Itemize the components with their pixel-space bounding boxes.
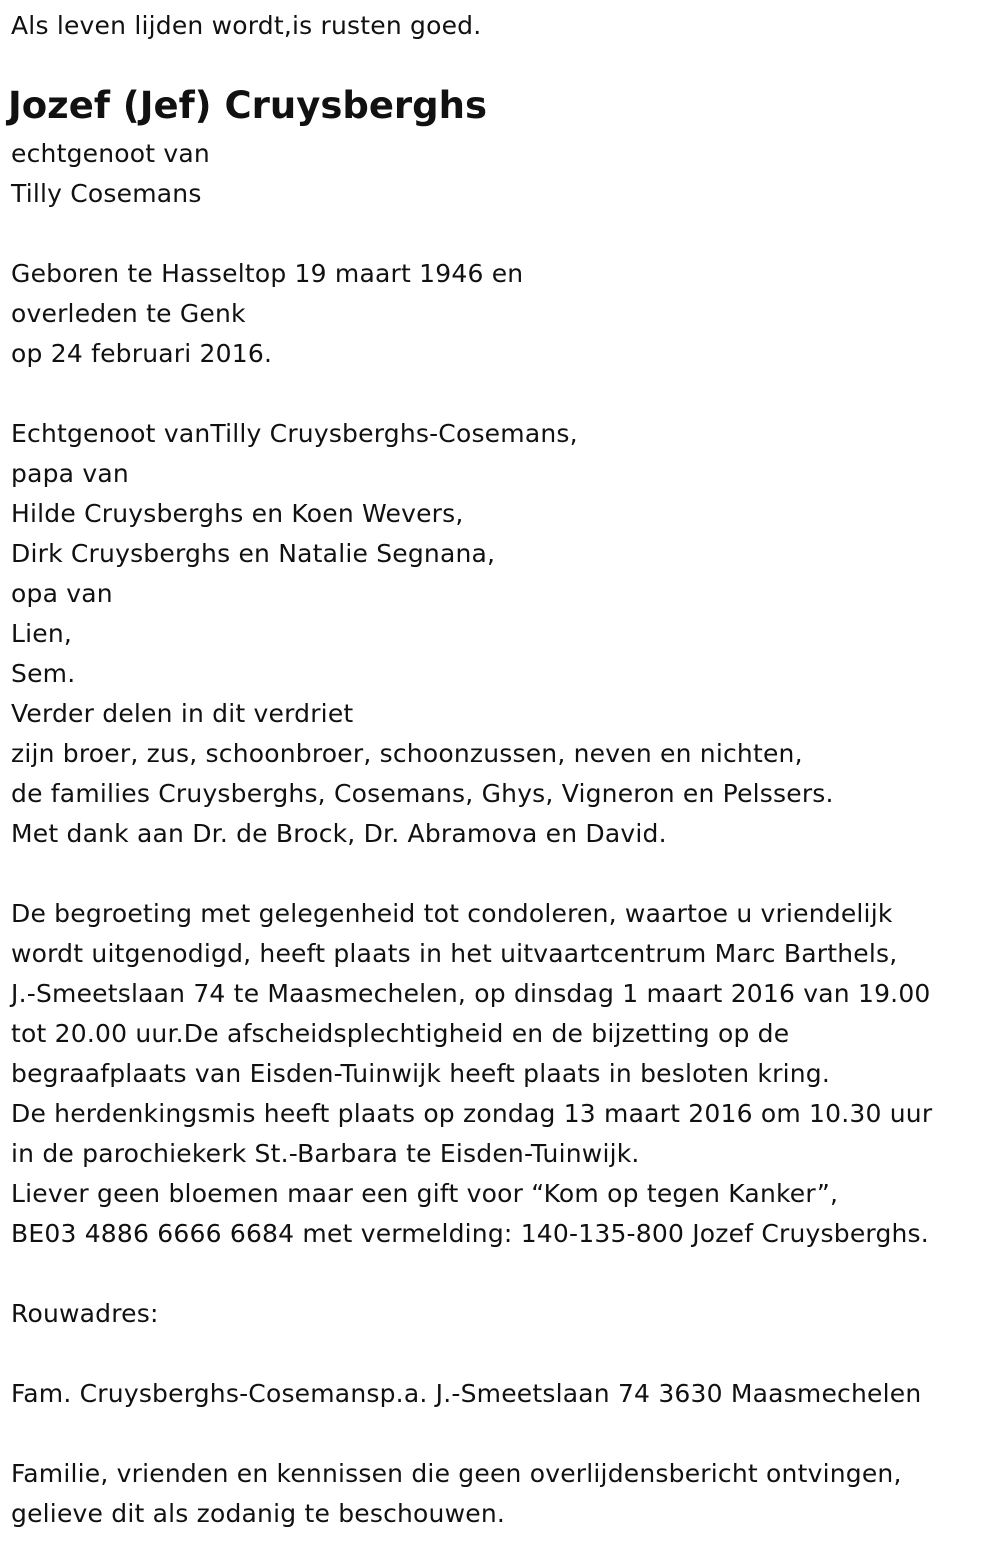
spacer <box>11 1334 991 1374</box>
family-line: Hilde Cruysberghs en Koen Wevers, <box>11 499 464 528</box>
spacer <box>11 214 991 254</box>
family-line: de families Cruysberghs, Cosemans, Ghys, Vigneron en Pelssers. <box>11 779 834 808</box>
motto: Als leven lijden wordt,is rusten goed. <box>11 11 482 40</box>
family-line: zijn broer, zus, schoonbroer, schoonzussen, neven en nichten, <box>11 739 803 768</box>
ceremony-line: begraafplaats van Eisden-Tuinwijk heeft plaats in besloten kring. <box>11 1059 830 1088</box>
spacer <box>11 1414 991 1454</box>
ceremony-line: Liever geen bloemen maar een gift voor “Kom op tegen Kanker”, <box>11 1179 839 1208</box>
family-line: Verder delen in dit verdriet <box>11 699 354 728</box>
ceremony-line: BE03 4886 6666 6684 met vermelding: 140-135-800 Jozef Cruysberghs. <box>11 1219 929 1248</box>
birth-death-line: overleden te Genk <box>11 299 246 328</box>
spouse-intro <box>11 134 991 214</box>
birth-death-line: Geboren te Hasseltop 19 maart 1946 en <box>11 259 524 288</box>
spacer <box>11 1254 991 1294</box>
family-line: Dirk Cruysberghs en Natalie Segnana, <box>11 539 496 568</box>
mourning-address: Fam. Cruysberghs-Cosemansp.a. J.-Smeetslaan 74 3630 Maasmechelen <box>11 1379 922 1408</box>
family-section <box>11 414 991 854</box>
deceased-name: Jozef (Jef) Cruysberghs <box>8 84 488 127</box>
ceremony-line: De begroeting met gelegenheid tot condoleren, waartoe u vriendelijk <box>11 899 893 928</box>
ceremony-line: tot 20.00 uur.De afscheidsplechtigheid en de bijzetting op de <box>11 1019 790 1048</box>
family-line: Echtgenoot vanTilly Cruysberghs-Cosemans, <box>11 419 578 448</box>
obituary-document <box>8 6 991 1534</box>
family-line: Met dank aan Dr. de Brock, Dr. Abramova en David. <box>11 819 667 848</box>
closing-line: Familie, vrienden en kennissen die geen overlijdensbericht ontvingen, <box>11 1459 902 1488</box>
birth-death-section <box>11 254 991 374</box>
address-label: Rouwadres: <box>11 1299 159 1328</box>
ceremony-line: in de parochiekerk St.-Barbara te Eisden-Tuinwijk. <box>11 1139 640 1168</box>
ceremony-line: De herdenkingsmis heeft plaats op zondag 13 maart 2016 om 10.30 uur <box>11 1099 933 1128</box>
spacer <box>11 854 991 894</box>
family-line: papa van <box>11 459 129 488</box>
closing-section <box>11 1454 991 1534</box>
family-line: Sem. <box>11 659 76 688</box>
family-line: opa van <box>11 579 113 608</box>
family-line: Lien, <box>11 619 73 648</box>
ceremony-line: J.-Smeetslaan 74 te Maasmechelen, op dinsdag 1 maart 2016 van 19.00 <box>11 979 931 1008</box>
spacer <box>11 374 991 414</box>
ceremony-section <box>11 894 991 1254</box>
closing-line: gelieve dit als zodanig te beschouwen. <box>11 1499 506 1528</box>
spouse-intro-line: Tilly Cosemans <box>11 179 202 208</box>
birth-death-line: op 24 februari 2016. <box>11 339 273 368</box>
spouse-intro-line: echtgenoot van <box>11 139 210 168</box>
ceremony-line: wordt uitgenodigd, heeft plaats in het uitvaartcentrum Marc Barthels, <box>11 939 898 968</box>
